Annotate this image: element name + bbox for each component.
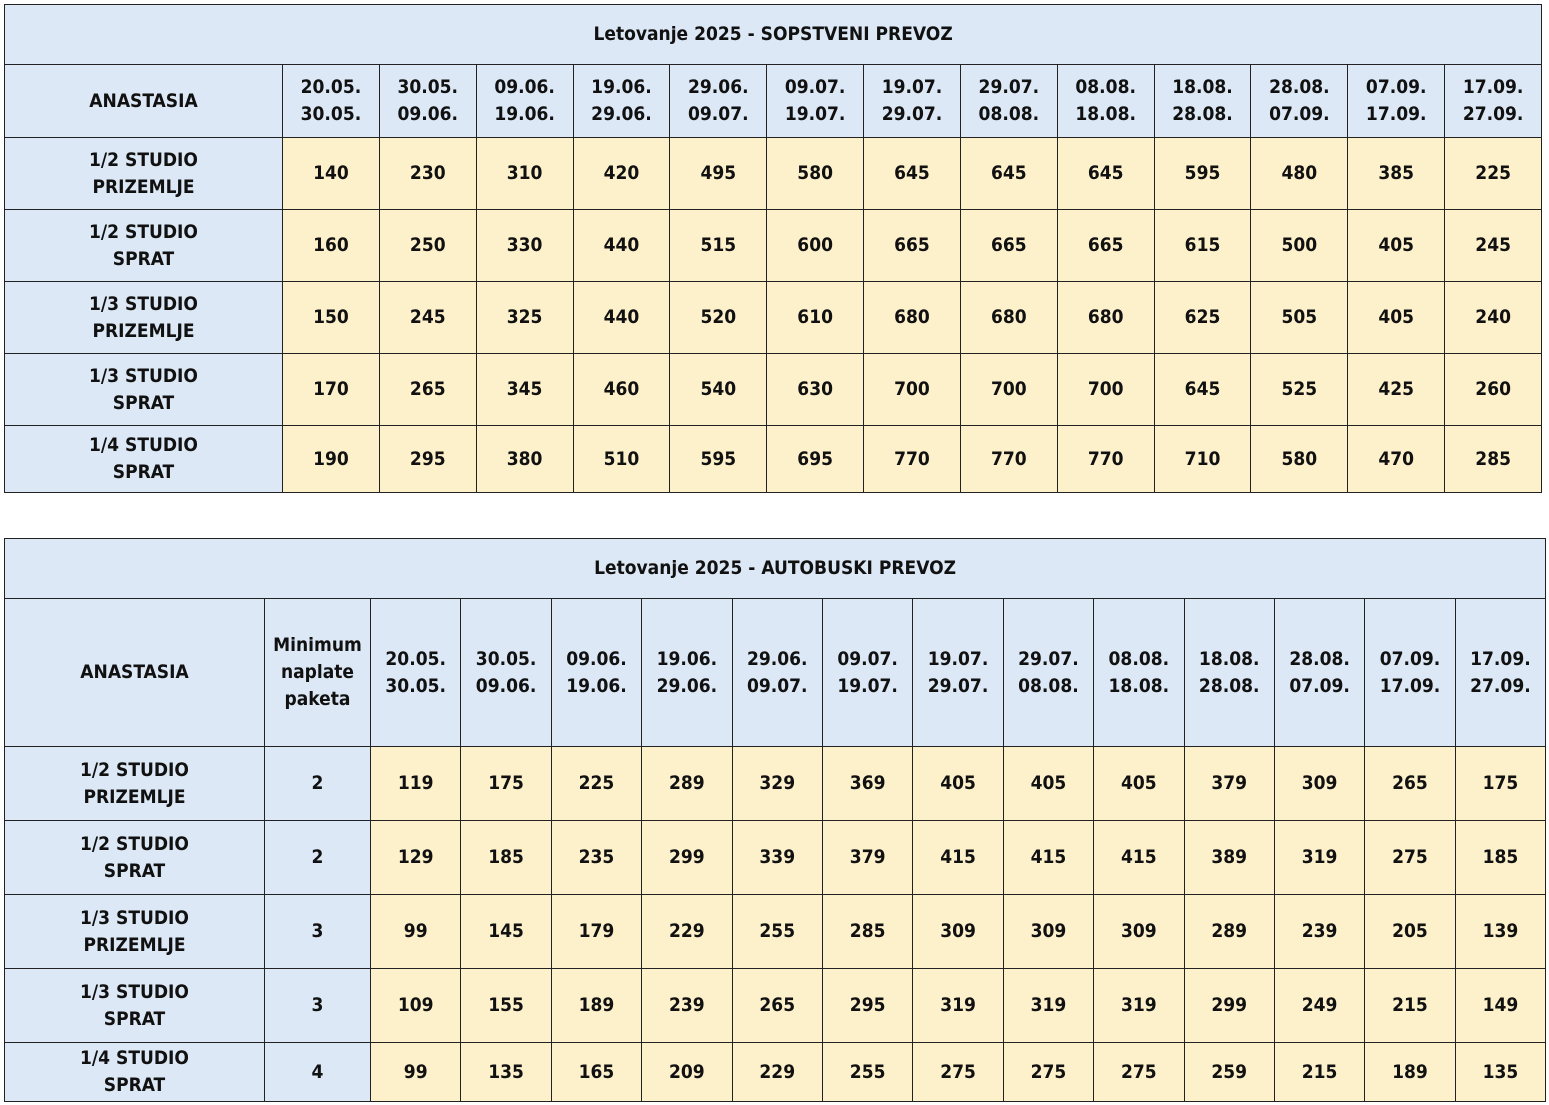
room-type-label-line: 1/2 STUDIO <box>80 758 189 781</box>
price-cell: 700 <box>960 354 1057 426</box>
price-cell: 415 <box>913 821 1003 895</box>
price-cell: 239 <box>642 969 732 1043</box>
period-header-line: 07.09. <box>1269 103 1330 125</box>
price-cell: 580 <box>1251 426 1348 493</box>
room-type-label-line: SPRAT <box>112 247 175 270</box>
price-cell: 495 <box>670 138 767 210</box>
price-cell: 230 <box>379 138 476 210</box>
room-type-label <box>5 747 265 821</box>
room-type-label-line: 1/3 STUDIO <box>80 980 189 1003</box>
price-cell: 225 <box>1445 138 1542 210</box>
price-cell: 680 <box>864 282 961 354</box>
room-type-label-line: 1/3 STUDIO <box>89 364 198 387</box>
period-header-line: 17.09. <box>1365 103 1427 125</box>
price-cell: 265 <box>1365 747 1455 821</box>
room-type-label-line: SPRAT <box>103 1007 166 1030</box>
period-header-line: 20.05. <box>385 647 446 670</box>
price-cell: 295 <box>822 969 912 1043</box>
price-cell: 185 <box>461 821 551 895</box>
period-header <box>864 65 961 138</box>
price-cell: 129 <box>371 821 461 895</box>
period-header-line: 09.06. <box>494 76 555 98</box>
room-type-label-line: SPRAT <box>112 461 175 483</box>
price-cell: 265 <box>732 969 822 1043</box>
room-type-label-line: SPRAT <box>103 859 166 882</box>
price-cell: 175 <box>461 747 551 821</box>
period-header <box>822 599 912 747</box>
price-cell: 240 <box>1445 282 1542 354</box>
period-header-line: 28.08. <box>1172 103 1233 125</box>
price-cell: 179 <box>551 895 641 969</box>
price-cell: 319 <box>1094 969 1184 1043</box>
price-cell: 369 <box>822 747 912 821</box>
price-cell: 329 <box>732 747 822 821</box>
price-cell: 405 <box>1348 210 1445 282</box>
price-cell: 250 <box>379 210 476 282</box>
price-cell: 289 <box>1184 895 1274 969</box>
period-header <box>1184 599 1274 747</box>
period-header <box>476 65 573 138</box>
room-type-label-line: 1/2 STUDIO <box>89 220 198 243</box>
period-header-line: 28.08. <box>1198 674 1260 697</box>
period-header-line: 09.06. <box>566 647 627 670</box>
price-cell: 260 <box>1445 354 1542 426</box>
price-cell: 215 <box>1274 1043 1364 1102</box>
price-cell: 275 <box>1094 1043 1184 1102</box>
table-header-row <box>5 599 1546 747</box>
price-cell: 770 <box>1057 426 1154 493</box>
period-header-line: 29.06. <box>656 674 718 697</box>
price-cell: 209 <box>642 1043 732 1102</box>
price-cell: 405 <box>1094 747 1184 821</box>
room-type-label <box>5 895 265 969</box>
period-header-line: 29.06. <box>688 76 749 98</box>
period-header-line: 17.09. <box>1379 674 1441 697</box>
price-cell: 150 <box>283 282 380 354</box>
period-header <box>960 65 1057 138</box>
period-header-line: 30.05. <box>397 76 459 98</box>
price-cell: 155 <box>461 969 551 1043</box>
price-cell: 229 <box>732 1043 822 1102</box>
price-cell: 325 <box>476 282 573 354</box>
table-title-row <box>5 539 1546 599</box>
period-header <box>1365 599 1455 747</box>
price-cell: 420 <box>573 138 670 210</box>
price-cell: 540 <box>670 354 767 426</box>
price-cell: 610 <box>767 282 864 354</box>
price-cell: 695 <box>767 426 864 493</box>
period-header <box>461 599 551 747</box>
period-header-line: 09.07. <box>784 76 846 98</box>
table-row <box>5 895 1546 969</box>
room-type-label-line: 1/3 STUDIO <box>80 906 189 929</box>
table-row <box>5 282 1542 354</box>
price-cell: 470 <box>1348 426 1445 493</box>
price-cell: 145 <box>461 895 551 969</box>
period-header-line: 07.09. <box>1365 76 1427 98</box>
price-cell: 385 <box>1348 138 1445 210</box>
period-header <box>913 599 1003 747</box>
min-payment-header <box>265 599 371 747</box>
period-header-line: 28.08. <box>1269 76 1330 98</box>
period-header-line: 09.07. <box>688 103 749 125</box>
period-header-line: 19.06. <box>591 76 652 98</box>
price-cell: 135 <box>461 1043 551 1102</box>
room-type-label-line: 1/3 STUDIO <box>89 292 198 315</box>
table-title: Letovanje 2025 - AUTOBUSKI PREVOZ <box>5 539 1546 599</box>
price-cell: 525 <box>1251 354 1348 426</box>
period-header <box>1057 65 1154 138</box>
price-cell: 205 <box>1365 895 1455 969</box>
price-cell: 275 <box>913 1043 1003 1102</box>
price-cell: 700 <box>1057 354 1154 426</box>
period-header <box>1445 65 1542 138</box>
price-cell: 165 <box>551 1043 641 1102</box>
room-type-label <box>5 1043 265 1102</box>
room-type-label <box>5 426 283 493</box>
price-cell: 275 <box>1003 1043 1093 1102</box>
room-type-label-line: PRIZEMLJE <box>83 785 186 808</box>
price-cell: 249 <box>1274 969 1364 1043</box>
price-cell: 680 <box>960 282 1057 354</box>
price-cell: 319 <box>1274 821 1364 895</box>
price-cell: 285 <box>1445 426 1542 493</box>
price-cell: 580 <box>767 138 864 210</box>
period-header-line: 30.05. <box>300 103 362 125</box>
price-cell: 500 <box>1251 210 1348 282</box>
price-cell: 510 <box>573 426 670 493</box>
price-cell: 140 <box>283 138 380 210</box>
room-type-label-line: PRIZEMLJE <box>83 933 186 956</box>
price-cell: 239 <box>1274 895 1364 969</box>
table-title-row <box>5 5 1542 65</box>
price-cell: 665 <box>960 210 1057 282</box>
price-cell: 405 <box>1348 282 1445 354</box>
min-payment-value: 2 <box>265 747 371 821</box>
period-header <box>371 599 461 747</box>
table-row <box>5 426 1542 493</box>
price-cell: 645 <box>864 138 961 210</box>
price-cell: 229 <box>642 895 732 969</box>
price-cell: 405 <box>913 747 1003 821</box>
min-payment-value: 4 <box>265 1043 371 1102</box>
min-payment-header-line: naplate <box>280 661 355 683</box>
price-cell: 665 <box>864 210 961 282</box>
price-cell: 299 <box>642 821 732 895</box>
price-cell: 275 <box>1365 821 1455 895</box>
room-type-label-line: PRIZEMLJE <box>92 175 195 198</box>
period-header-line: 09.06. <box>397 103 459 125</box>
period-header <box>283 65 380 138</box>
price-cell: 285 <box>822 895 912 969</box>
price-cell: 480 <box>1251 138 1348 210</box>
period-header <box>379 65 476 138</box>
price-cell: 215 <box>1365 969 1455 1043</box>
price-cell: 505 <box>1251 282 1348 354</box>
period-header-line: 09.06. <box>475 674 537 697</box>
price-cell: 309 <box>913 895 1003 969</box>
price-cell: 460 <box>573 354 670 426</box>
price-cell: 319 <box>1003 969 1093 1043</box>
period-header-line: 07.09. <box>1379 647 1441 670</box>
min-payment-header-line: paketa <box>284 688 351 710</box>
hotel-name: ANASTASIA <box>5 599 265 747</box>
price-cell: 309 <box>1003 895 1093 969</box>
price-cell: 345 <box>476 354 573 426</box>
room-type-label <box>5 354 283 426</box>
room-type-label <box>5 138 283 210</box>
period-header-line: 20.05. <box>300 76 362 98</box>
price-cell: 595 <box>670 426 767 493</box>
price-cell: 515 <box>670 210 767 282</box>
price-cell: 339 <box>732 821 822 895</box>
period-header-line: 08.08. <box>1075 76 1136 98</box>
price-cell: 665 <box>1057 210 1154 282</box>
price-cell: 149 <box>1455 969 1545 1043</box>
room-type-label <box>5 821 265 895</box>
period-header <box>767 65 864 138</box>
price-cell: 645 <box>1057 138 1154 210</box>
price-cell: 625 <box>1154 282 1251 354</box>
price-cell: 299 <box>1184 969 1274 1043</box>
price-cell: 630 <box>767 354 864 426</box>
min-payment-header-line: Minimum <box>273 634 362 656</box>
period-header-line: 19.07. <box>837 674 898 697</box>
price-cell: 99 <box>371 895 461 969</box>
price-cell: 680 <box>1057 282 1154 354</box>
price-cell: 310 <box>476 138 573 210</box>
price-cell: 189 <box>551 969 641 1043</box>
price-cell: 600 <box>767 210 864 282</box>
period-header-line: 30.05. <box>385 674 446 697</box>
price-cell: 259 <box>1184 1043 1274 1102</box>
period-header-line: 17.09. <box>1462 76 1524 98</box>
period-header-line: 09.07. <box>837 647 898 670</box>
period-header-line: 18.08. <box>1108 674 1170 697</box>
price-cell: 595 <box>1154 138 1251 210</box>
period-header <box>1455 599 1545 747</box>
room-type-label-line: 1/2 STUDIO <box>80 832 189 855</box>
period-header-line: 29.07. <box>927 674 989 697</box>
price-cell: 309 <box>1094 895 1184 969</box>
period-header-line: 09.07. <box>746 674 808 697</box>
price-cell: 425 <box>1348 354 1445 426</box>
price-cell: 139 <box>1455 895 1545 969</box>
period-header-line: 17.09. <box>1470 647 1531 670</box>
period-header-line: 29.06. <box>591 103 652 125</box>
price-cell: 135 <box>1455 1043 1545 1102</box>
table-header-row <box>5 65 1542 138</box>
price-cell: 289 <box>642 747 732 821</box>
price-cell: 330 <box>476 210 573 282</box>
period-header-line: 27.09. <box>1462 103 1524 125</box>
period-header-line: 08.08. <box>1108 647 1170 670</box>
period-header <box>642 599 732 747</box>
period-header-line: 27.09. <box>1470 674 1531 697</box>
table-row <box>5 354 1542 426</box>
price-cell: 415 <box>1003 821 1093 895</box>
price-cell: 245 <box>379 282 476 354</box>
period-header <box>1274 599 1364 747</box>
hotel-name: ANASTASIA <box>5 65 283 138</box>
period-header-line: 08.08. <box>978 103 1040 125</box>
price-cell: 379 <box>1184 747 1274 821</box>
price-cell: 379 <box>822 821 912 895</box>
period-header-line: 18.08. <box>1172 76 1233 98</box>
period-header-line: 08.08. <box>1018 674 1079 697</box>
period-header-line: 19.07. <box>881 76 943 98</box>
price-cell: 389 <box>1184 821 1274 895</box>
price-cell: 99 <box>371 1043 461 1102</box>
table-row <box>5 747 1546 821</box>
price-cell: 109 <box>371 969 461 1043</box>
price-cell: 415 <box>1094 821 1184 895</box>
period-header <box>1003 599 1093 747</box>
period-header <box>1154 65 1251 138</box>
price-cell: 520 <box>670 282 767 354</box>
table-row <box>5 969 1546 1043</box>
period-header-line: 19.06. <box>566 674 627 697</box>
price-cell: 160 <box>283 210 380 282</box>
period-header-line: 28.08. <box>1289 647 1350 670</box>
own-transport-price-table <box>4 4 1542 493</box>
period-header-line: 18.08. <box>1198 647 1260 670</box>
price-cell: 189 <box>1365 1043 1455 1102</box>
room-type-label-line: 1/2 STUDIO <box>89 148 198 171</box>
period-header-line: 19.06. <box>656 647 718 670</box>
price-cell: 615 <box>1154 210 1251 282</box>
room-type-label-line: 1/4 STUDIO <box>89 434 198 456</box>
period-header <box>1251 65 1348 138</box>
price-cell: 255 <box>732 895 822 969</box>
period-header-line: 29.06. <box>746 647 808 670</box>
period-header-line: 07.09. <box>1289 674 1350 697</box>
table-row <box>5 1043 1546 1102</box>
period-header <box>1094 599 1184 747</box>
period-header-line: 30.05. <box>475 647 537 670</box>
period-header <box>732 599 822 747</box>
period-header-line: 18.08. <box>1075 103 1136 125</box>
period-header <box>670 65 767 138</box>
price-cell: 700 <box>864 354 961 426</box>
price-cell: 405 <box>1003 747 1093 821</box>
price-cell: 770 <box>960 426 1057 493</box>
table-row <box>5 821 1546 895</box>
period-header <box>573 65 670 138</box>
period-header-line: 29.07. <box>881 103 943 125</box>
price-cell: 185 <box>1455 821 1545 895</box>
price-cell: 225 <box>551 747 641 821</box>
price-cell: 235 <box>551 821 641 895</box>
price-cell: 190 <box>283 426 380 493</box>
price-cell: 265 <box>379 354 476 426</box>
period-header-line: 29.07. <box>1018 647 1079 670</box>
table-row <box>5 138 1542 210</box>
room-type-label <box>5 210 283 282</box>
price-cell: 645 <box>960 138 1057 210</box>
price-cell: 170 <box>283 354 380 426</box>
room-type-label-line: 1/4 STUDIO <box>80 1047 189 1069</box>
bus-transport-price-table <box>4 538 1546 1102</box>
price-cell: 770 <box>864 426 961 493</box>
period-header-line: 19.06. <box>494 103 555 125</box>
price-cell: 255 <box>822 1043 912 1102</box>
min-payment-value: 3 <box>265 969 371 1043</box>
price-cell: 380 <box>476 426 573 493</box>
price-cell: 309 <box>1274 747 1364 821</box>
price-cell: 295 <box>379 426 476 493</box>
room-type-label <box>5 969 265 1043</box>
room-type-label <box>5 282 283 354</box>
price-cell: 440 <box>573 210 670 282</box>
period-header <box>1348 65 1445 138</box>
period-header-line: 29.07. <box>978 76 1040 98</box>
price-cell: 175 <box>1455 747 1545 821</box>
price-cell: 645 <box>1154 354 1251 426</box>
price-cell: 440 <box>573 282 670 354</box>
period-header-line: 19.07. <box>784 103 846 125</box>
room-type-label-line: PRIZEMLJE <box>92 319 195 342</box>
price-cell: 319 <box>913 969 1003 1043</box>
period-header <box>551 599 641 747</box>
room-type-label-line: SPRAT <box>112 391 175 414</box>
table-title: Letovanje 2025 - SOPSTVENI PREVOZ <box>5 5 1542 65</box>
table-row <box>5 210 1542 282</box>
min-payment-value: 3 <box>265 895 371 969</box>
period-header-line: 19.07. <box>927 647 989 670</box>
price-cell: 245 <box>1445 210 1542 282</box>
price-cell: 710 <box>1154 426 1251 493</box>
room-type-label-line: SPRAT <box>103 1074 166 1096</box>
min-payment-value: 2 <box>265 821 371 895</box>
price-cell: 119 <box>371 747 461 821</box>
